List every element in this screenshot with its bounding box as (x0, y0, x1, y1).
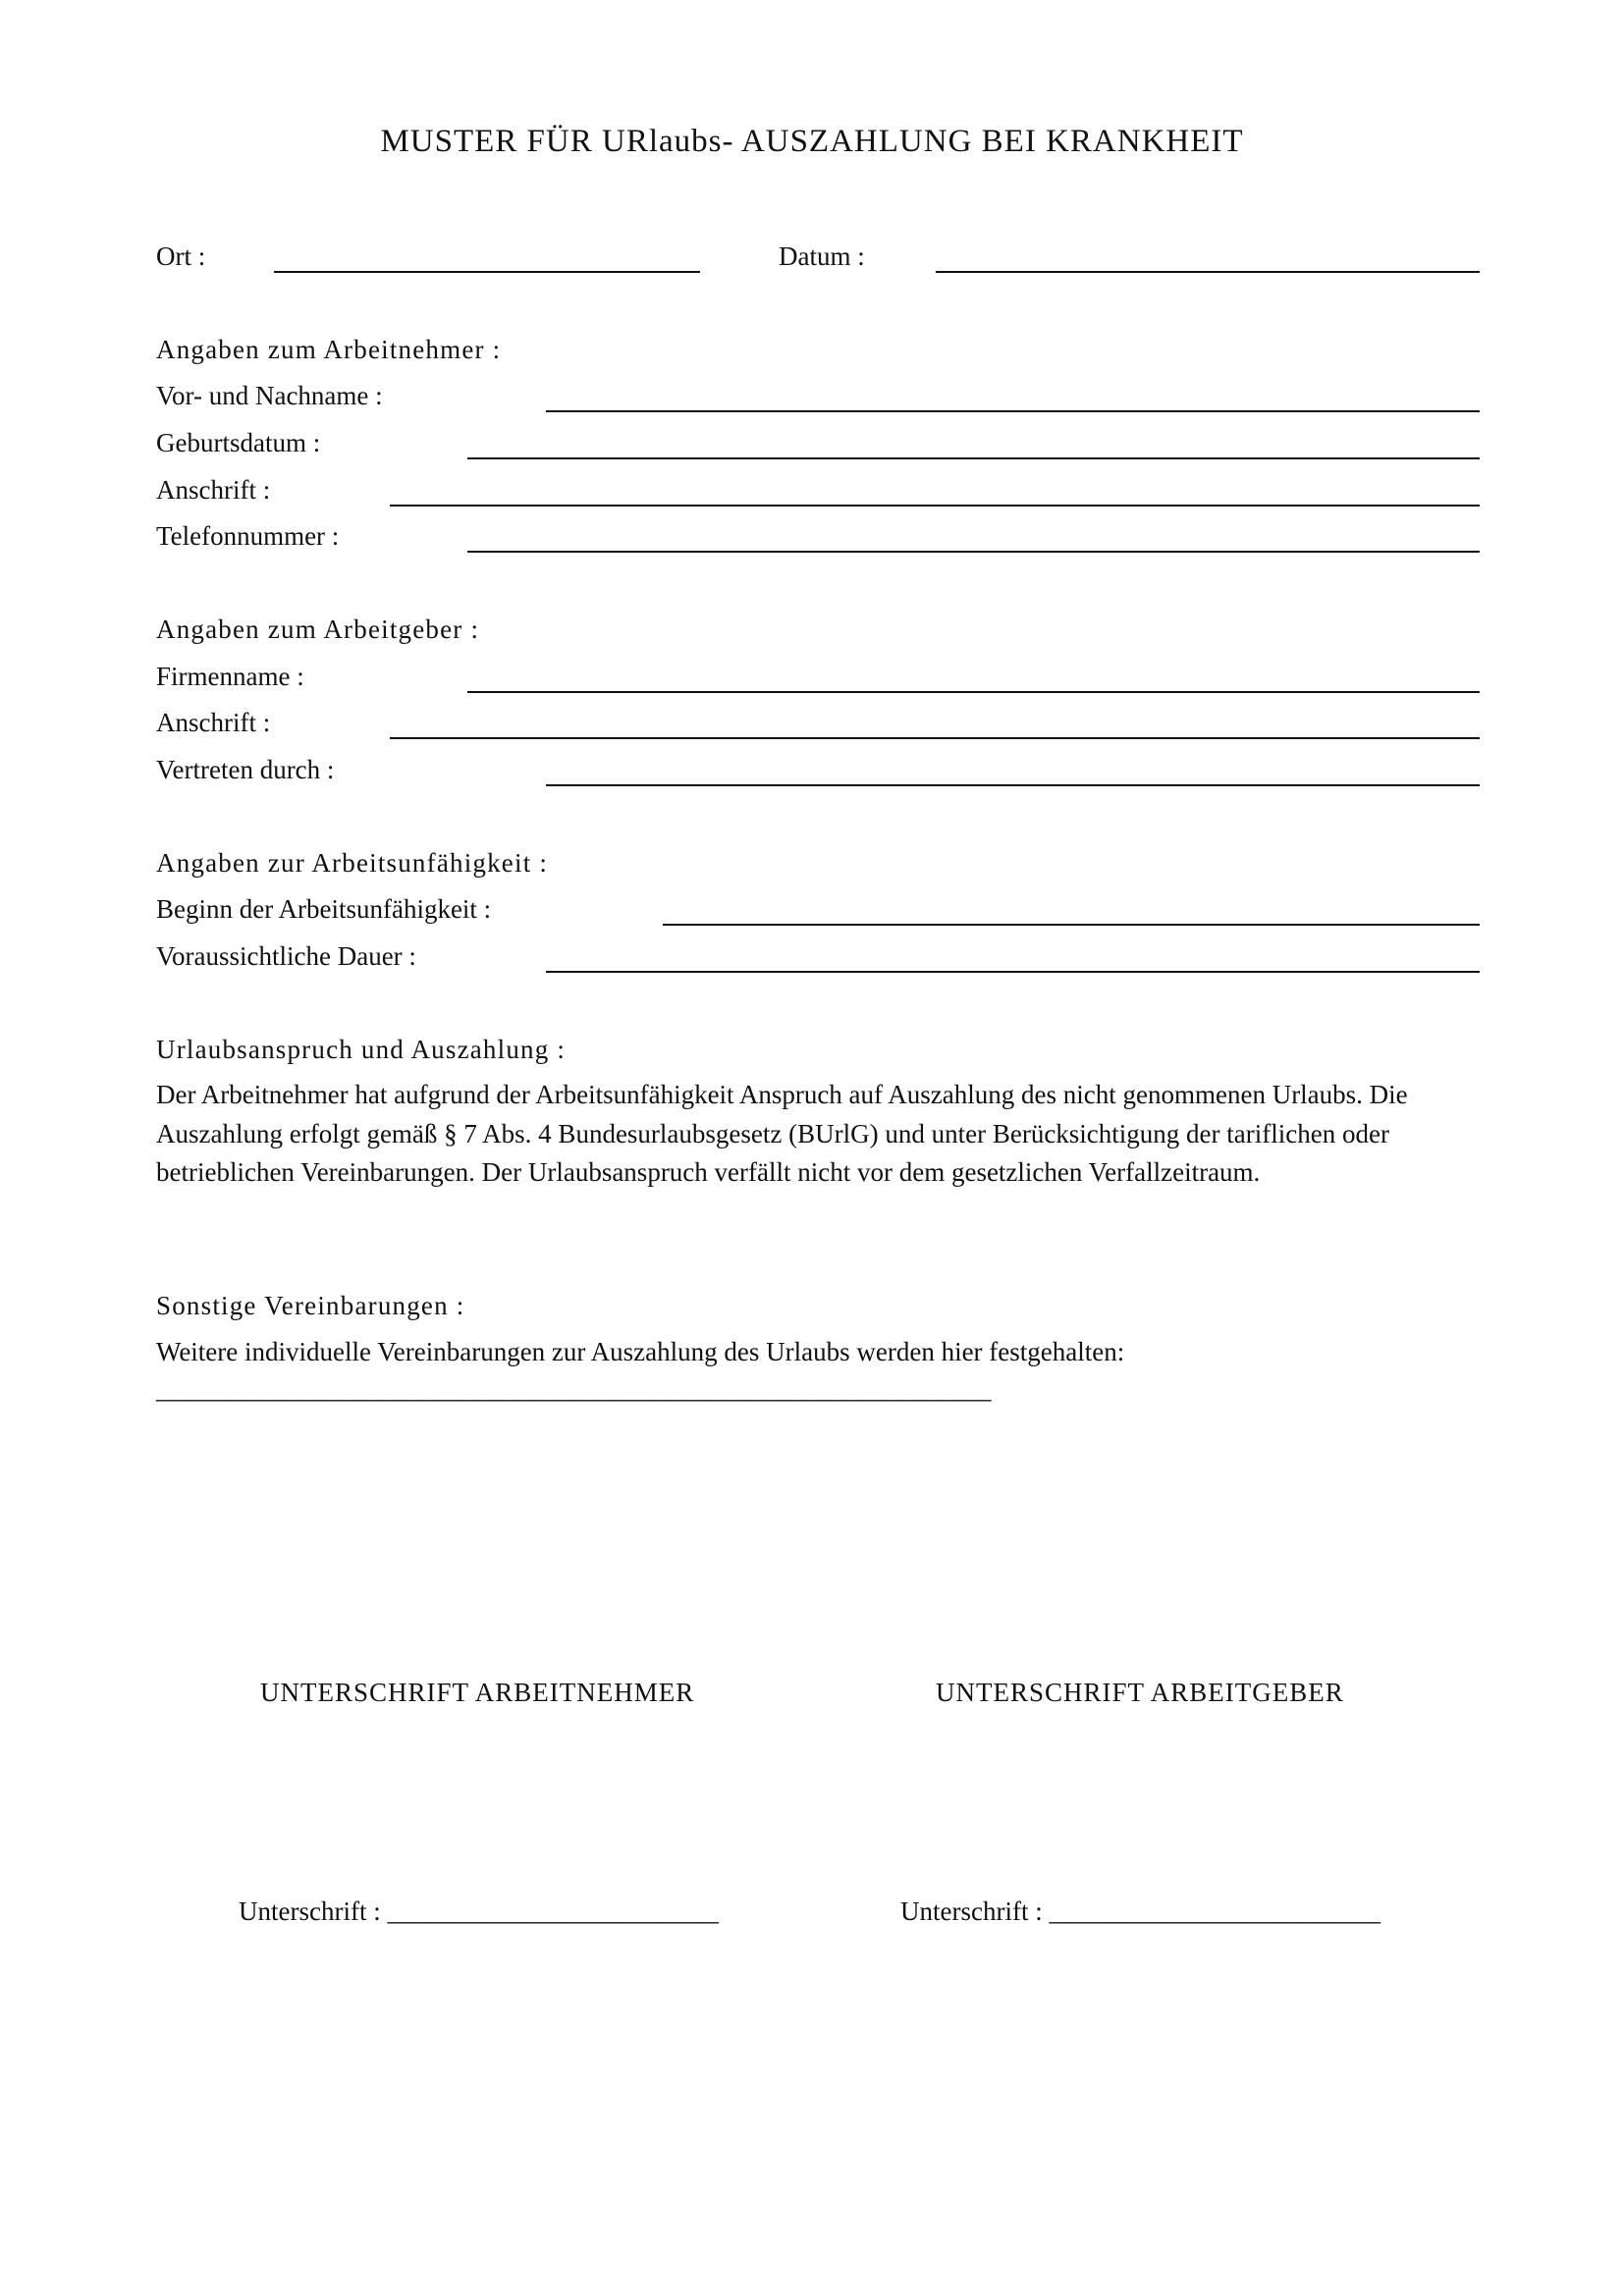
signature-title-arbeitnehmer: UNTERSCHRIFT ARBEITNEHMER (260, 1678, 695, 1707)
datum-label: Datum : (779, 241, 865, 271)
telefon-field[interactable] (467, 551, 1480, 553)
signature-line-arbeitgeber[interactable]: Unterschrift : _________________________ (900, 1896, 1380, 1926)
arbeitgeber-anschrift-label: Anschrift : (156, 708, 271, 737)
geburtsdatum-field[interactable] (467, 457, 1480, 459)
page-title: MUSTER FÜR URlaubs- AUSZAHLUNG BEI KRANKHEIT (380, 124, 1244, 159)
name-label: Vor- und Nachname : (156, 381, 383, 410)
arbeitnehmer-anschrift-field[interactable] (390, 505, 1480, 507)
arbeitsunfaehigkeit-heading: Angaben zur Arbeitsunfähigkeit : (156, 848, 549, 878)
arbeitgeber-heading: Angaben zum Arbeitgeber : (156, 614, 480, 644)
dauer-label: Voraussichtliche Dauer : (156, 941, 416, 971)
sonstige-text: Weitere individuelle Vereinbarungen zur Auszahlung des Urlaubs werden hier festgehalten: (156, 1337, 1125, 1366)
vertreten-label: Vertreten durch : (156, 755, 335, 784)
vertreten-field[interactable] (546, 784, 1480, 786)
telefon-label: Telefonnummer : (156, 521, 340, 551)
beginn-label: Beginn der Arbeitsunfähigkeit : (156, 894, 492, 924)
firmenname-field[interactable] (467, 691, 1480, 693)
arbeitnehmer-anschrift-label: Anschrift : (156, 475, 271, 505)
urlaub-heading: Urlaubsanspruch und Auszahlung : (156, 1035, 567, 1064)
ort-field[interactable] (274, 271, 700, 273)
dauer-field[interactable] (546, 971, 1480, 973)
signature-title-arbeitgeber: UNTERSCHRIFT ARBEITGEBER (936, 1678, 1344, 1707)
firmenname-label: Firmenname : (156, 662, 304, 691)
ort-label: Ort : (156, 241, 206, 271)
name-field[interactable] (546, 410, 1480, 412)
arbeitnehmer-heading: Angaben zum Arbeitnehmer : (156, 335, 502, 364)
sonstige-heading: Sonstige Vereinbarungen : (156, 1291, 465, 1320)
geburtsdatum-label: Geburtsdatum : (156, 428, 321, 457)
urlaub-text: Der Arbeitnehmer hat aufgrund der Arbeitsunfähigkeit Anspruch auf Auszahlung des nicht genommenen Urlaubs. Die Auszahlung erfolgt gemäß § 7 Abs. 4 Bundesurlaubsgesetz (BUrlG) und unter Berücksichtigung der tariflichen oder betrieblichen Vereinbarungen. Der Urlaubsanspruch verfällt nicht vor dem gesetzlichen Verfallzeitraum. (156, 1080, 1408, 1187)
beginn-field[interactable] (663, 924, 1480, 926)
arbeitgeber-anschrift-field[interactable] (390, 737, 1480, 739)
signature-line-arbeitnehmer[interactable]: Unterschrift : _________________________ (239, 1896, 719, 1926)
sonstige-blank-line[interactable]: _______________________________________________________________ (156, 1374, 992, 1404)
datum-field[interactable] (936, 271, 1480, 273)
